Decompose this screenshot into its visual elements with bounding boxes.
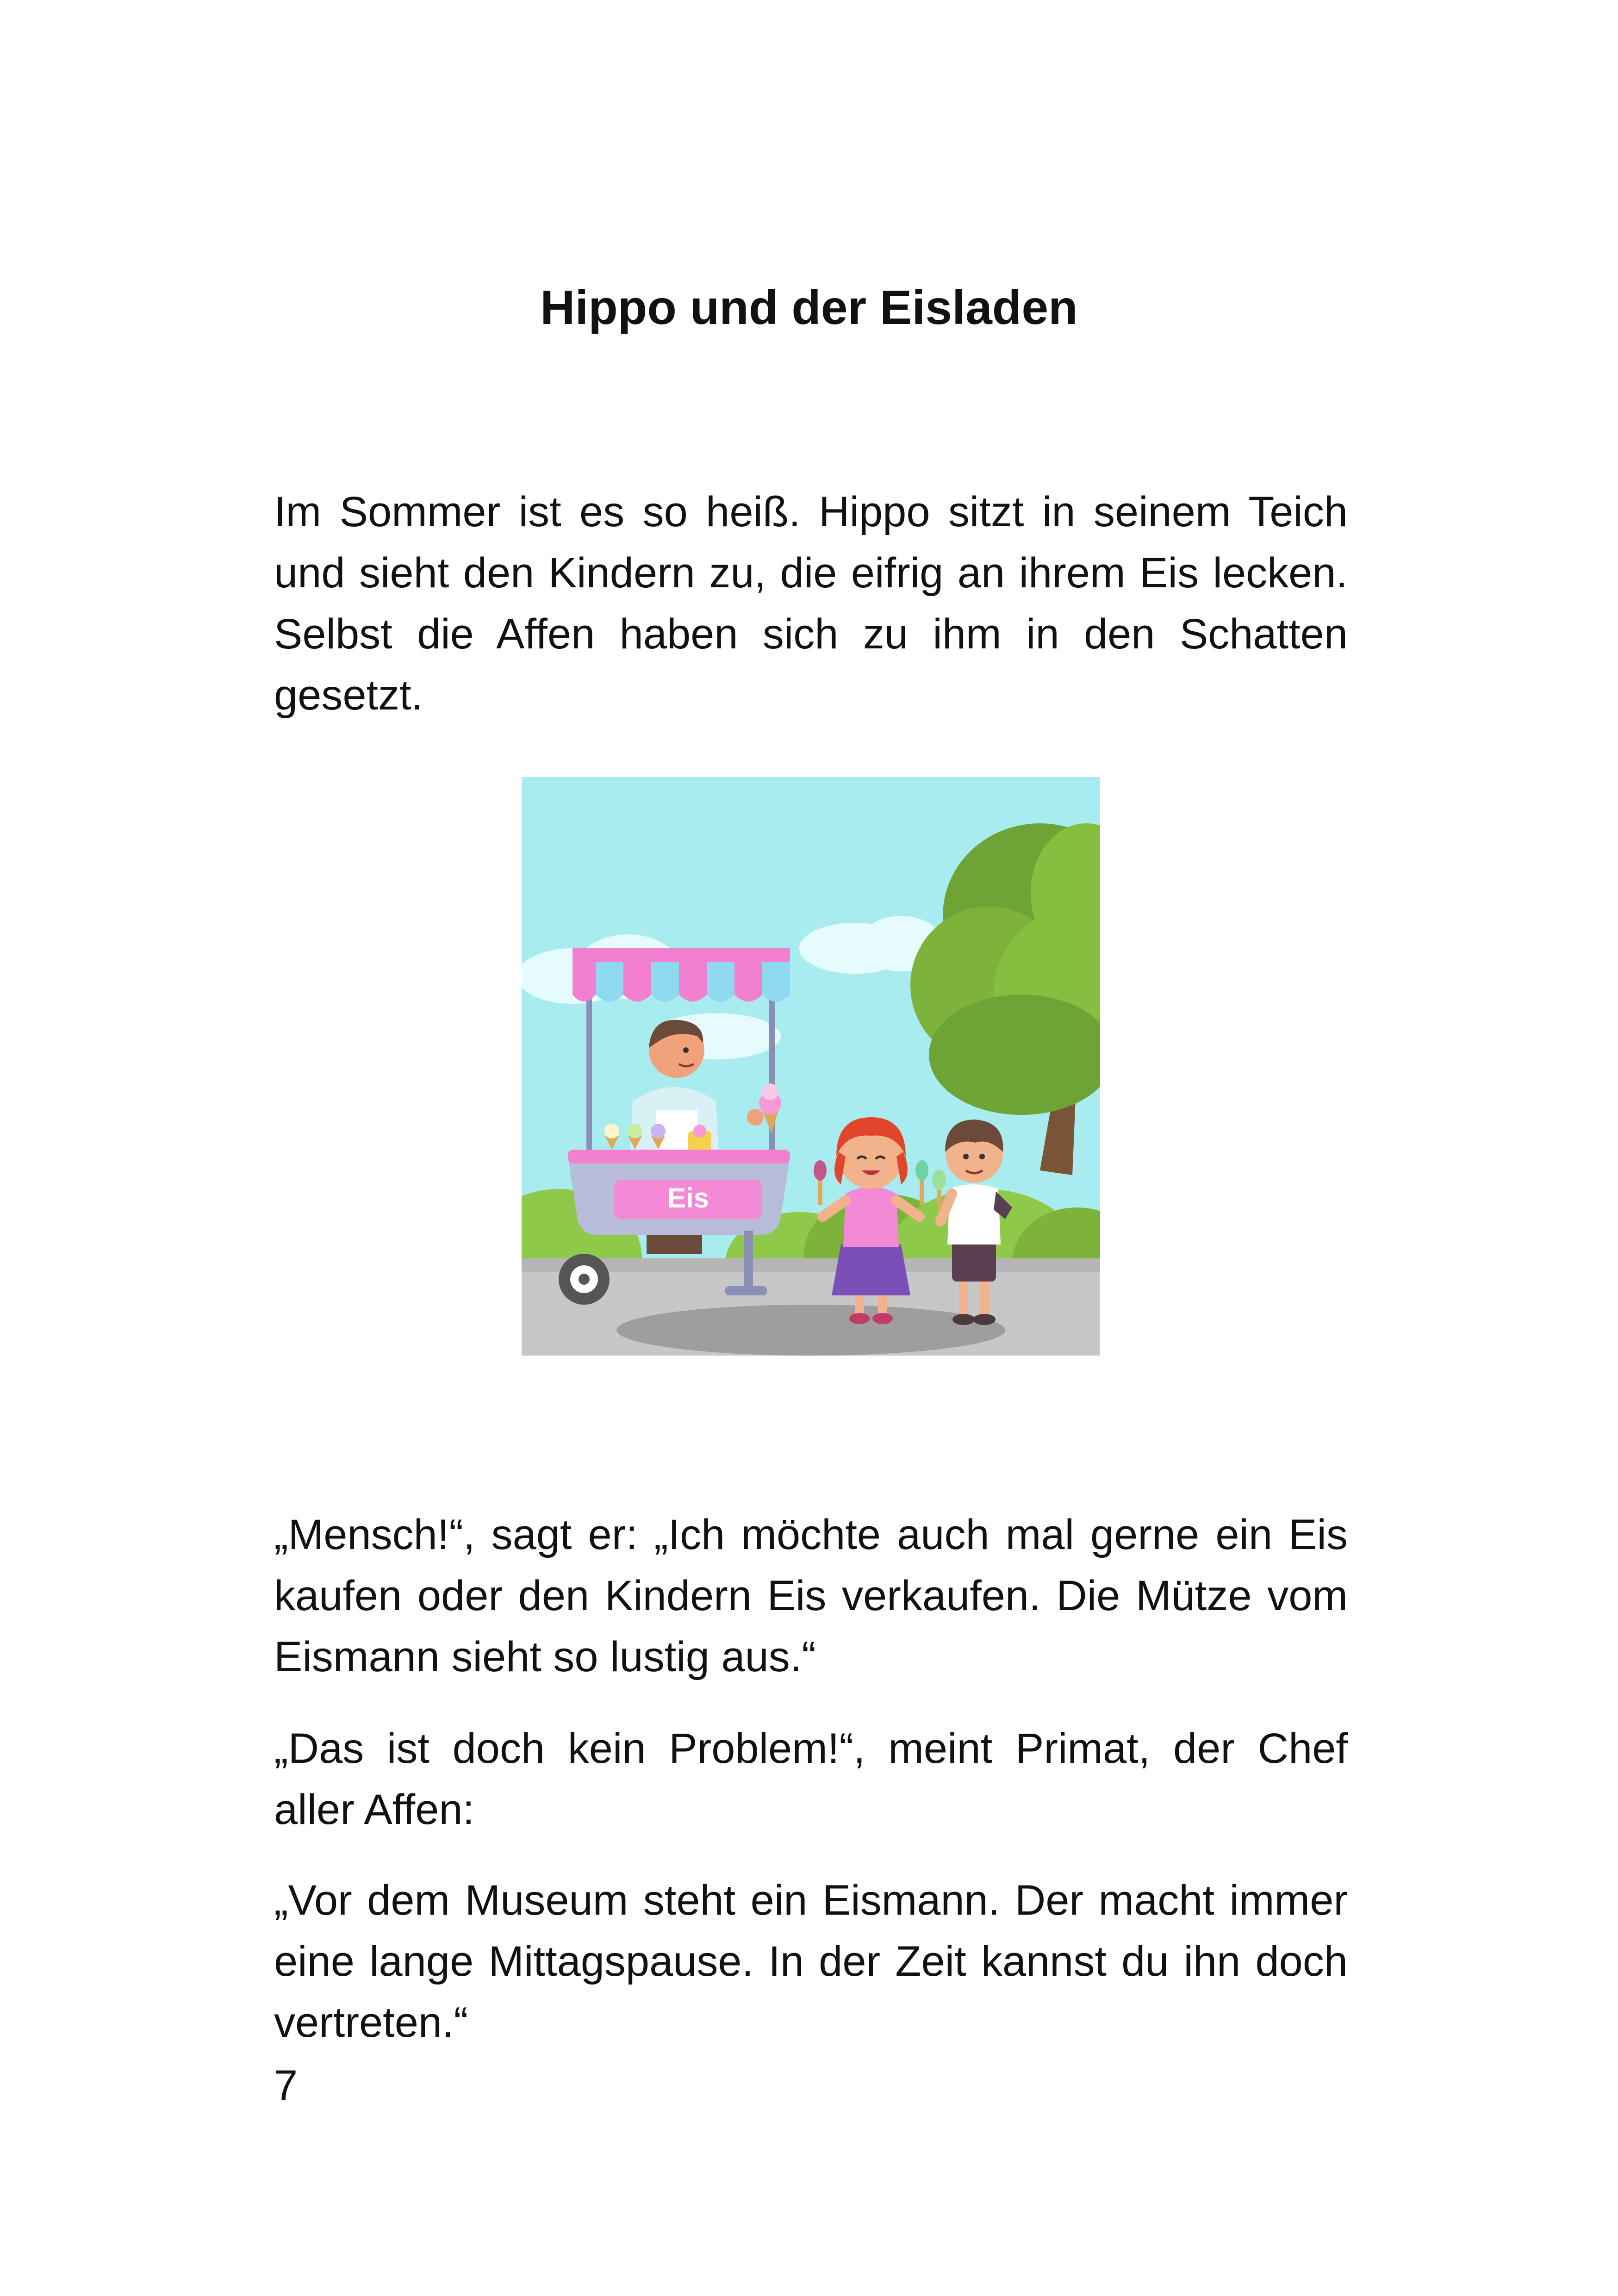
paragraph-1: Im Sommer ist es so heiß. Hippo sitzt in seinem Teich und sieht den Kindern zu, die eifrig an ihrem Eis lecken. Selbst die Affen haben sich zu ihm in den Schatten gesetzt. bbox=[274, 488, 1348, 719]
cart-label: Eis bbox=[667, 1182, 709, 1213]
ice-cream-cart-illustration bbox=[522, 777, 1100, 1356]
page-number: 7 bbox=[274, 2062, 298, 2109]
paragraph-4: „Vor dem Museum steht ein Eismann. Der macht immer eine lange Mittagspause. In der Zeit kannst du ihn doch vertreten.“ bbox=[274, 1877, 1348, 2046]
page-title: Hippo und der Eisladen bbox=[540, 281, 1078, 335]
awning bbox=[573, 962, 790, 1002]
paragraph-2: „Mensch!“, sagt er: „Ich möchte auch mal gerne ein Eis kaufen oder den Kindern Eis verkaufen. Die Mütze vom Eismann sieht so lustig aus.“ bbox=[274, 1511, 1348, 1680]
paragraph-3: „Das ist doch kein Problem!“, meint Primat, der Chef aller Affen: bbox=[274, 1725, 1348, 1833]
shadow bbox=[616, 1305, 1005, 1356]
